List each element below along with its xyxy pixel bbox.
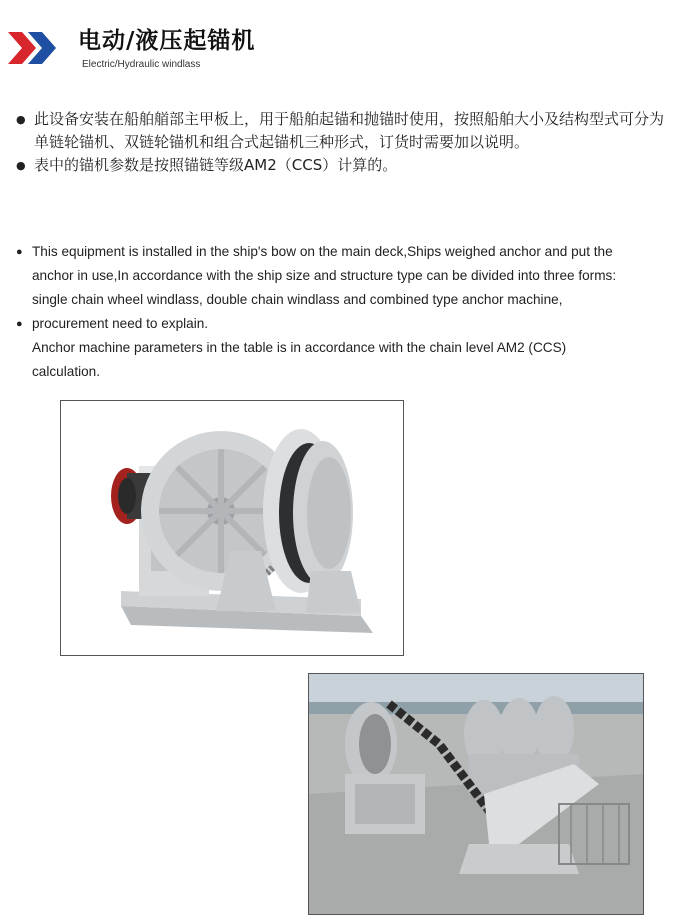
list-item-text: 此设备安装在船舶艏部主甲板上，用于船舶起锚和抛锚时使用，按照船舶大小及结构型式可分为单链轮锚机、双链轮锚机和组合式起锚机三种形式，订货时需要加以说明。 bbox=[34, 110, 665, 151]
windlass-product-photo bbox=[60, 400, 404, 656]
list-item bbox=[14, 154, 674, 177]
chinese-description bbox=[14, 108, 674, 177]
list-item bbox=[14, 312, 679, 336]
list-item bbox=[14, 108, 674, 154]
windlass-on-deck-photo bbox=[308, 673, 644, 915]
page-subtitle: Electric/Hydraulic windlass bbox=[82, 59, 201, 70]
page-header bbox=[6, 22, 686, 72]
double-chevron-logo-icon bbox=[6, 28, 66, 68]
bullet-icon: ● bbox=[16, 113, 26, 126]
bullet-icon: ● bbox=[16, 318, 23, 330]
list-item-continuation: calculation. bbox=[32, 364, 101, 379]
bullet-icon: ● bbox=[16, 159, 26, 172]
list-item-text: This equipment is installed in the ship's bow on the main deck,Ships weighed anchor and put the bbox=[32, 244, 613, 259]
list-item bbox=[14, 240, 679, 264]
list-item-continuation: single chain wheel windlass, double chain windlass and combined type anchor machine, bbox=[32, 292, 563, 307]
list-item-text: 表中的锚机参数是按照锚链等级AM2（CCS）计算的。 bbox=[34, 156, 398, 174]
page-title: 电动/液压起锚机 bbox=[78, 28, 256, 54]
list-item-continuation: Anchor machine parameters in the table is in accordance with the chain level AM2 (CCS) bbox=[32, 340, 567, 355]
bullet-icon: ● bbox=[16, 246, 23, 258]
english-description bbox=[14, 240, 679, 384]
list-item-text: procurement need to explain. bbox=[32, 316, 209, 331]
list-item-continuation: anchor in use,In accordance with the ship size and structure type can be divided into three forms: bbox=[32, 268, 617, 283]
